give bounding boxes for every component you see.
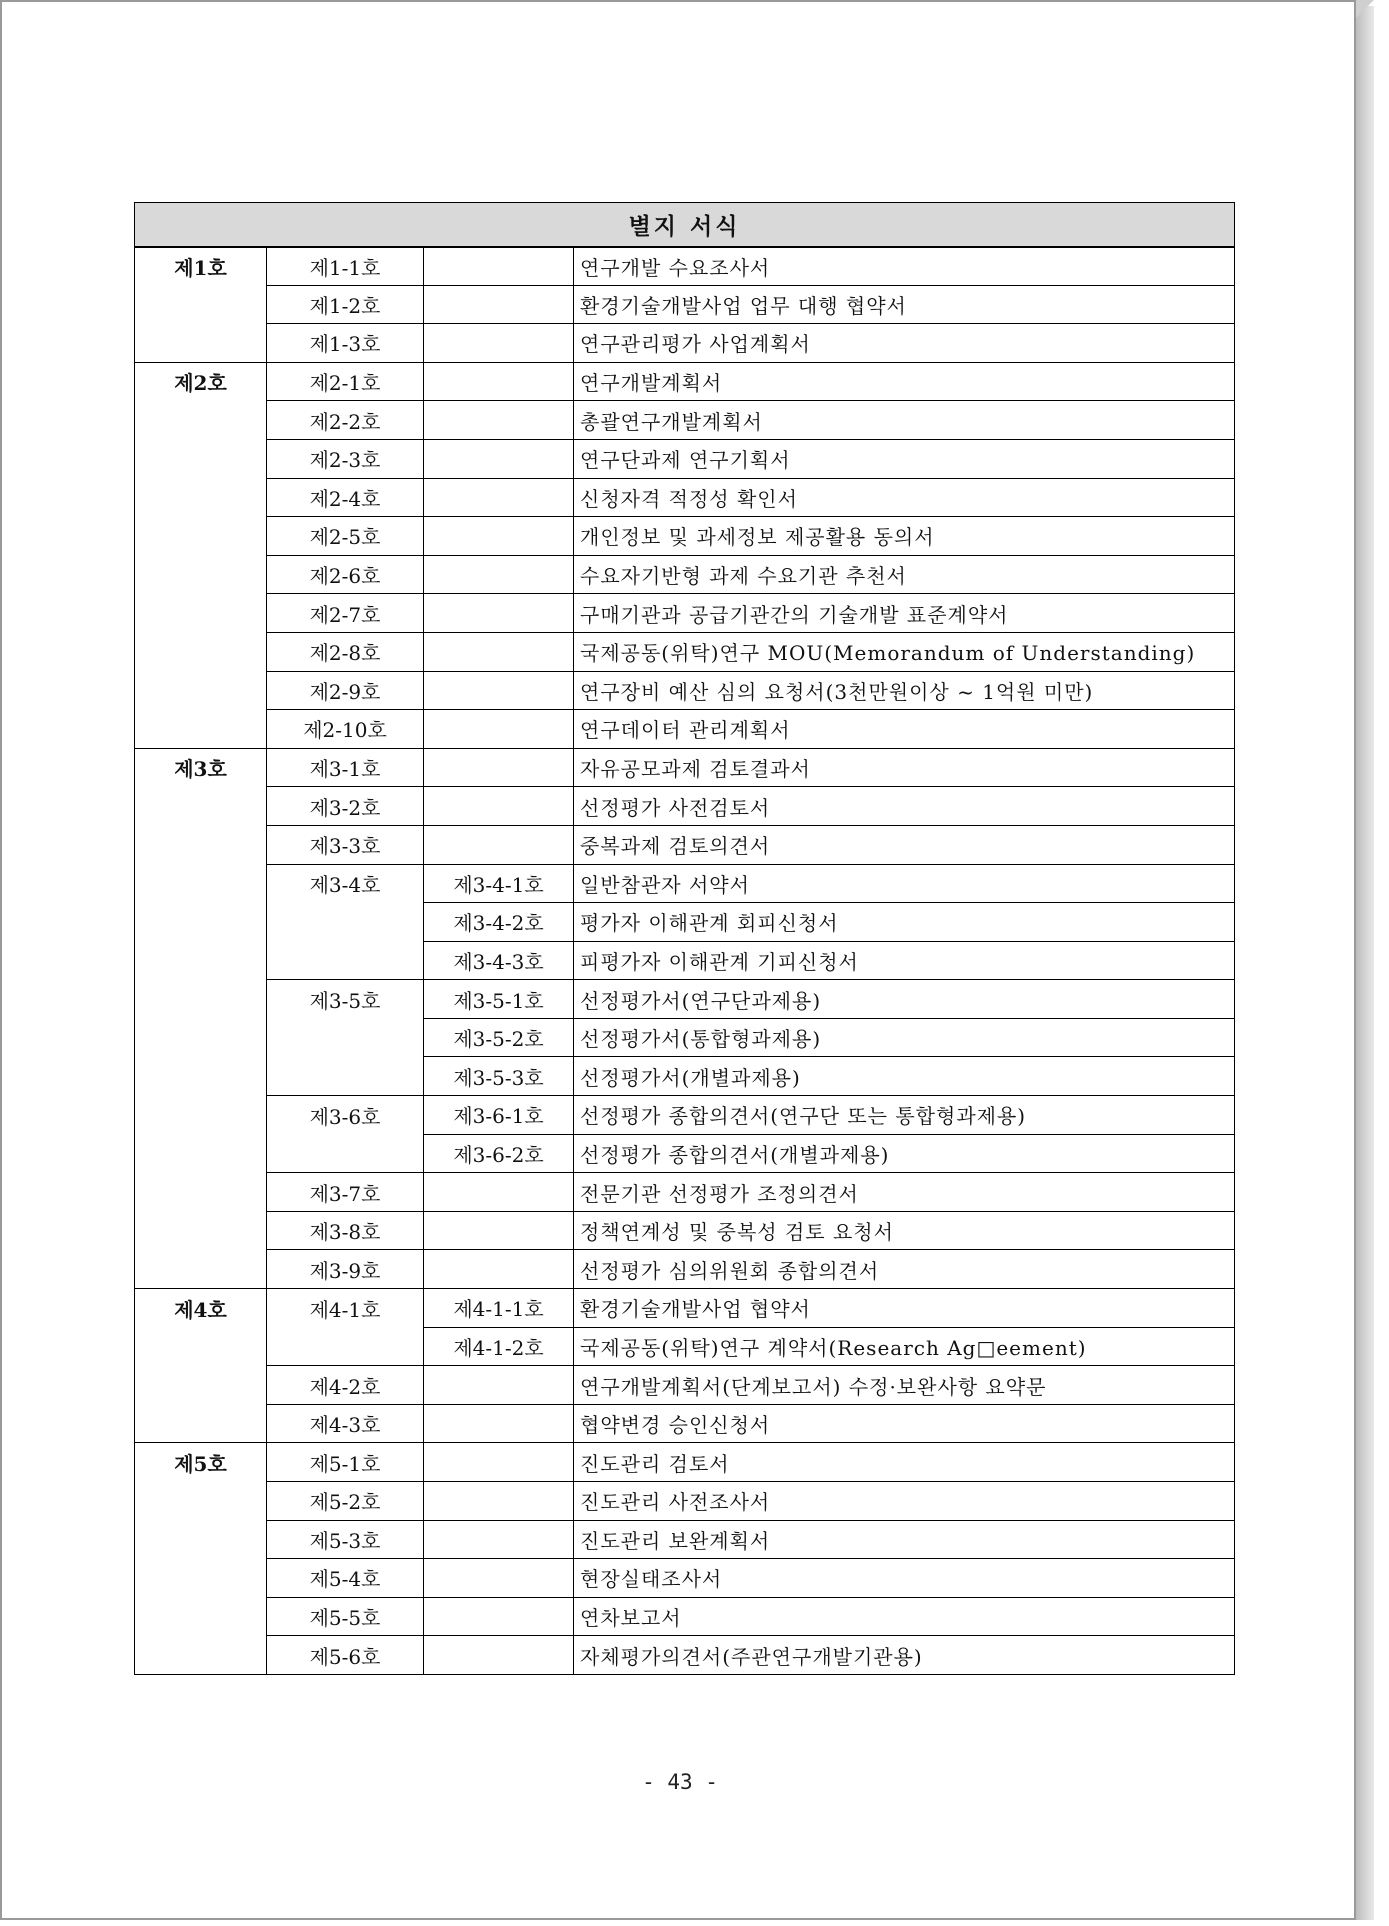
- form-number-cell: 제5-1호: [267, 1443, 424, 1482]
- form-subnumber-cell: [424, 748, 574, 787]
- form-group-cell: 제4호: [135, 1289, 267, 1328]
- form-group-cell: [135, 1366, 267, 1405]
- form-group-cell: [135, 671, 267, 710]
- table-row: [135, 401, 1235, 440]
- form-number-cell: 제2-7호: [267, 594, 424, 633]
- form-subnumber-cell: [424, 825, 574, 864]
- form-subnumber-cell: [424, 324, 574, 363]
- form-title-cell: 진도관리 사전조사서: [574, 1482, 1235, 1521]
- form-subnumber-cell: [424, 1482, 574, 1521]
- form-title-cell: 선정평가 심의위원회 종합의견서: [574, 1250, 1235, 1289]
- form-title-cell: 연구개발계획서(단계보고서) 수정·보완사항 요약문: [574, 1366, 1235, 1405]
- form-title-cell: 자유공모과제 검토결과서: [574, 748, 1235, 787]
- form-title-cell: 국제공동(위탁)연구 MOU(Memorandum of Understanding): [574, 632, 1235, 671]
- form-subnumber-cell: [424, 401, 574, 440]
- table-row: [135, 517, 1235, 556]
- form-subnumber-cell: [424, 362, 574, 401]
- table-row: [135, 1366, 1235, 1405]
- table-row: [135, 1134, 1235, 1173]
- form-title-cell: 수요자기반형 과제 수요기관 추천서: [574, 555, 1235, 594]
- form-subnumber-cell: [424, 1636, 574, 1675]
- form-title-cell: 총괄연구개발계획서: [574, 401, 1235, 440]
- form-title-cell: 연구데이터 관리계획서: [574, 710, 1235, 749]
- form-subnumber-cell: 제4-1-1호: [424, 1289, 574, 1328]
- form-number-cell: 제1-1호: [267, 247, 424, 286]
- form-group-cell: [135, 1597, 267, 1636]
- form-group-cell: [135, 980, 267, 1019]
- form-group-cell: [135, 787, 267, 826]
- form-title-cell: 구매기관과 공급기관간의 기술개발 표준계약서: [574, 594, 1235, 633]
- form-number-cell: 제2-3호: [267, 439, 424, 478]
- form-title-cell: 정책연계성 및 중복성 검토 요청서: [574, 1211, 1235, 1250]
- form-subnumber-cell: [424, 594, 574, 633]
- form-group-cell: [135, 439, 267, 478]
- form-group-cell: [135, 517, 267, 556]
- table-row: [135, 555, 1235, 594]
- table-row: [135, 362, 1235, 401]
- table-row: [135, 632, 1235, 671]
- form-group-cell: 제1호: [135, 247, 267, 286]
- form-group-cell: [135, 632, 267, 671]
- form-subnumber-cell: 제4-1-2호: [424, 1327, 574, 1366]
- form-title-cell: 진도관리 검토서: [574, 1443, 1235, 1482]
- form-title-cell: 연구관리평가 사업계획서: [574, 324, 1235, 363]
- form-subnumber-cell: [424, 285, 574, 324]
- form-subnumber-cell: [424, 1443, 574, 1482]
- form-title-cell: 전문기관 선정평가 조정의견서: [574, 1173, 1235, 1212]
- form-group-cell: [135, 1057, 267, 1096]
- form-group-cell: [135, 941, 267, 980]
- form-subnumber-cell: 제3-6-2호: [424, 1134, 574, 1173]
- form-title-cell: 선정평가 종합의견서(연구단 또는 통합형과제용): [574, 1096, 1235, 1135]
- form-group-cell: [135, 1404, 267, 1443]
- form-number-cell: [267, 903, 424, 942]
- form-number-cell: 제1-2호: [267, 285, 424, 324]
- table-row: [135, 1482, 1235, 1521]
- form-title-cell: 연구단과제 연구기획서: [574, 439, 1235, 478]
- form-number-cell: 제2-1호: [267, 362, 424, 401]
- table-row: [135, 825, 1235, 864]
- form-subnumber-cell: 제3-4-1호: [424, 864, 574, 903]
- form-number-cell: 제5-2호: [267, 1482, 424, 1521]
- form-group-cell: [135, 478, 267, 517]
- form-title-cell: 신청자격 적정성 확인서: [574, 478, 1235, 517]
- form-title-cell: 연차보고서: [574, 1597, 1235, 1636]
- table-row: [135, 594, 1235, 633]
- form-subnumber-cell: [424, 1404, 574, 1443]
- form-subnumber-cell: [424, 247, 574, 286]
- form-number-cell: 제3-5호: [267, 980, 424, 1019]
- table-row: [135, 439, 1235, 478]
- form-number-cell: 제2-10호: [267, 710, 424, 749]
- form-number-cell: 제2-6호: [267, 555, 424, 594]
- form-group-cell: [135, 710, 267, 749]
- form-title-cell: 선정평가서(통합형과제용): [574, 1018, 1235, 1057]
- form-subnumber-cell: [424, 1559, 574, 1598]
- form-group-cell: [135, 1250, 267, 1289]
- page-number: - 43 -: [642, 1770, 718, 1794]
- form-subnumber-cell: [424, 1211, 574, 1250]
- form-subnumber-cell: [424, 1597, 574, 1636]
- table-row: [135, 1559, 1235, 1598]
- form-number-cell: [267, 1327, 424, 1366]
- form-subnumber-cell: 제3-4-2호: [424, 903, 574, 942]
- form-subnumber-cell: [424, 671, 574, 710]
- form-subnumber-cell: [424, 1250, 574, 1289]
- form-number-cell: [267, 1057, 424, 1096]
- table-row: [135, 1520, 1235, 1559]
- page-edge-shadow: [1356, 6, 1374, 1920]
- table-row: [135, 864, 1235, 903]
- form-group-cell: [135, 903, 267, 942]
- form-group-cell: [135, 864, 267, 903]
- table-row: [135, 1597, 1235, 1636]
- form-group-cell: [135, 1327, 267, 1366]
- form-number-cell: 제2-2호: [267, 401, 424, 440]
- form-title-cell: 일반참관자 서약서: [574, 864, 1235, 903]
- table-row: [135, 324, 1235, 363]
- form-number-cell: 제2-8호: [267, 632, 424, 671]
- form-group-cell: [135, 555, 267, 594]
- table-row: [135, 903, 1235, 942]
- form-group-cell: 제3호: [135, 748, 267, 787]
- table-row: [135, 748, 1235, 787]
- form-group-cell: [135, 825, 267, 864]
- form-title-cell: 선정평가 종합의견서(개별과제용): [574, 1134, 1235, 1173]
- form-number-cell: [267, 941, 424, 980]
- form-subnumber-cell: [424, 478, 574, 517]
- form-title-cell: 선정평가서(개별과제용): [574, 1057, 1235, 1096]
- form-group-cell: [135, 1018, 267, 1057]
- table-row: [135, 1057, 1235, 1096]
- form-title-cell: 진도관리 보완계획서: [574, 1520, 1235, 1559]
- form-number-cell: 제4-2호: [267, 1366, 424, 1405]
- form-group-cell: [135, 324, 267, 363]
- appendix-forms-table: [134, 202, 1235, 1675]
- form-number-cell: 제3-7호: [267, 1173, 424, 1212]
- table-row: [135, 478, 1235, 517]
- table-row: [135, 1096, 1235, 1135]
- form-group-cell: [135, 1134, 267, 1173]
- form-subnumber-cell: [424, 439, 574, 478]
- form-title-cell: 현장실태조사서: [574, 1559, 1235, 1598]
- table-row: [135, 1443, 1235, 1482]
- table-row: [135, 671, 1235, 710]
- form-group-cell: [135, 401, 267, 440]
- form-number-cell: 제3-8호: [267, 1211, 424, 1250]
- form-subnumber-cell: [424, 1366, 574, 1405]
- form-title-cell: 연구개발 수요조사서: [574, 247, 1235, 286]
- form-group-cell: [135, 1211, 267, 1250]
- form-title-cell: 국제공동(위탁)연구 계약서(Research Ag□eement): [574, 1327, 1235, 1366]
- form-number-cell: 제5-5호: [267, 1597, 424, 1636]
- form-title-cell: 자체평가의견서(주관연구개발기관용): [574, 1636, 1235, 1675]
- page-corner: [1356, 0, 1374, 18]
- table-row: [135, 1173, 1235, 1212]
- form-title-cell: 연구개발계획서: [574, 362, 1235, 401]
- form-number-cell: 제4-1호: [267, 1289, 424, 1328]
- form-group-cell: [135, 1482, 267, 1521]
- form-group-cell: [135, 285, 267, 324]
- form-number-cell: 제5-3호: [267, 1520, 424, 1559]
- form-title-cell: 연구장비 예산 심의 요청서(3천만원이상 ~ 1억원 미만): [574, 671, 1235, 710]
- table-row: [135, 1327, 1235, 1366]
- form-title-cell: 개인정보 및 과세정보 제공활용 동의서: [574, 517, 1235, 556]
- form-number-cell: 제2-5호: [267, 517, 424, 556]
- form-number-cell: 제3-2호: [267, 787, 424, 826]
- form-number-cell: 제3-4호: [267, 864, 424, 903]
- form-subnumber-cell: 제3-5-3호: [424, 1057, 574, 1096]
- form-subnumber-cell: [424, 555, 574, 594]
- form-subnumber-cell: 제3-6-1호: [424, 1096, 574, 1135]
- form-number-cell: [267, 1134, 424, 1173]
- form-subnumber-cell: 제3-5-2호: [424, 1018, 574, 1057]
- table-row: [135, 247, 1235, 286]
- table-row: [135, 1250, 1235, 1289]
- table-row: [135, 941, 1235, 980]
- form-group-cell: [135, 1520, 267, 1559]
- form-subnumber-cell: 제3-4-3호: [424, 941, 574, 980]
- table-row: [135, 710, 1235, 749]
- form-subnumber-cell: [424, 787, 574, 826]
- form-number-cell: 제2-4호: [267, 478, 424, 517]
- form-number-cell: 제3-3호: [267, 825, 424, 864]
- form-number-cell: 제1-3호: [267, 324, 424, 363]
- form-number-cell: 제3-1호: [267, 748, 424, 787]
- form-title-cell: 선정평가 사전검토서: [574, 787, 1235, 826]
- form-number-cell: [267, 1018, 424, 1057]
- form-group-cell: 제5호: [135, 1443, 267, 1482]
- form-subnumber-cell: 제3-5-1호: [424, 980, 574, 1019]
- form-title-cell: 선정평가서(연구단과제용): [574, 980, 1235, 1019]
- form-title-cell: 환경기술개발사업 협약서: [574, 1289, 1235, 1328]
- form-title-cell: 중복과제 검토의견서: [574, 825, 1235, 864]
- table-row: [135, 787, 1235, 826]
- form-group-cell: [135, 1096, 267, 1135]
- form-subnumber-cell: [424, 517, 574, 556]
- table-row: [135, 1636, 1235, 1675]
- form-number-cell: 제4-3호: [267, 1404, 424, 1443]
- table-row: [135, 1404, 1235, 1443]
- form-title-cell: 협약변경 승인신청서: [574, 1404, 1235, 1443]
- table-title: 별지 서식: [135, 203, 1235, 247]
- table-row: [135, 1211, 1235, 1250]
- form-group-cell: [135, 1636, 267, 1675]
- form-title-cell: 피평가자 이해관계 기피신청서: [574, 941, 1235, 980]
- form-subnumber-cell: [424, 710, 574, 749]
- table-row: [135, 1289, 1235, 1328]
- form-number-cell: 제3-6호: [267, 1096, 424, 1135]
- table-row: [135, 285, 1235, 324]
- table-row: [135, 1018, 1235, 1057]
- form-number-cell: 제5-4호: [267, 1559, 424, 1598]
- form-title-cell: 환경기술개발사업 업무 대행 협약서: [574, 285, 1235, 324]
- form-subnumber-cell: [424, 1173, 574, 1212]
- form-group-cell: [135, 1173, 267, 1212]
- form-subnumber-cell: [424, 632, 574, 671]
- form-group-cell: [135, 594, 267, 633]
- table-row: [135, 980, 1235, 1019]
- form-subnumber-cell: [424, 1520, 574, 1559]
- form-number-cell: 제5-6호: [267, 1636, 424, 1675]
- form-group-cell: [135, 1559, 267, 1598]
- form-number-cell: 제2-9호: [267, 671, 424, 710]
- form-group-cell: 제2호: [135, 362, 267, 401]
- form-number-cell: 제3-9호: [267, 1250, 424, 1289]
- form-title-cell: 평가자 이해관계 회피신청서: [574, 903, 1235, 942]
